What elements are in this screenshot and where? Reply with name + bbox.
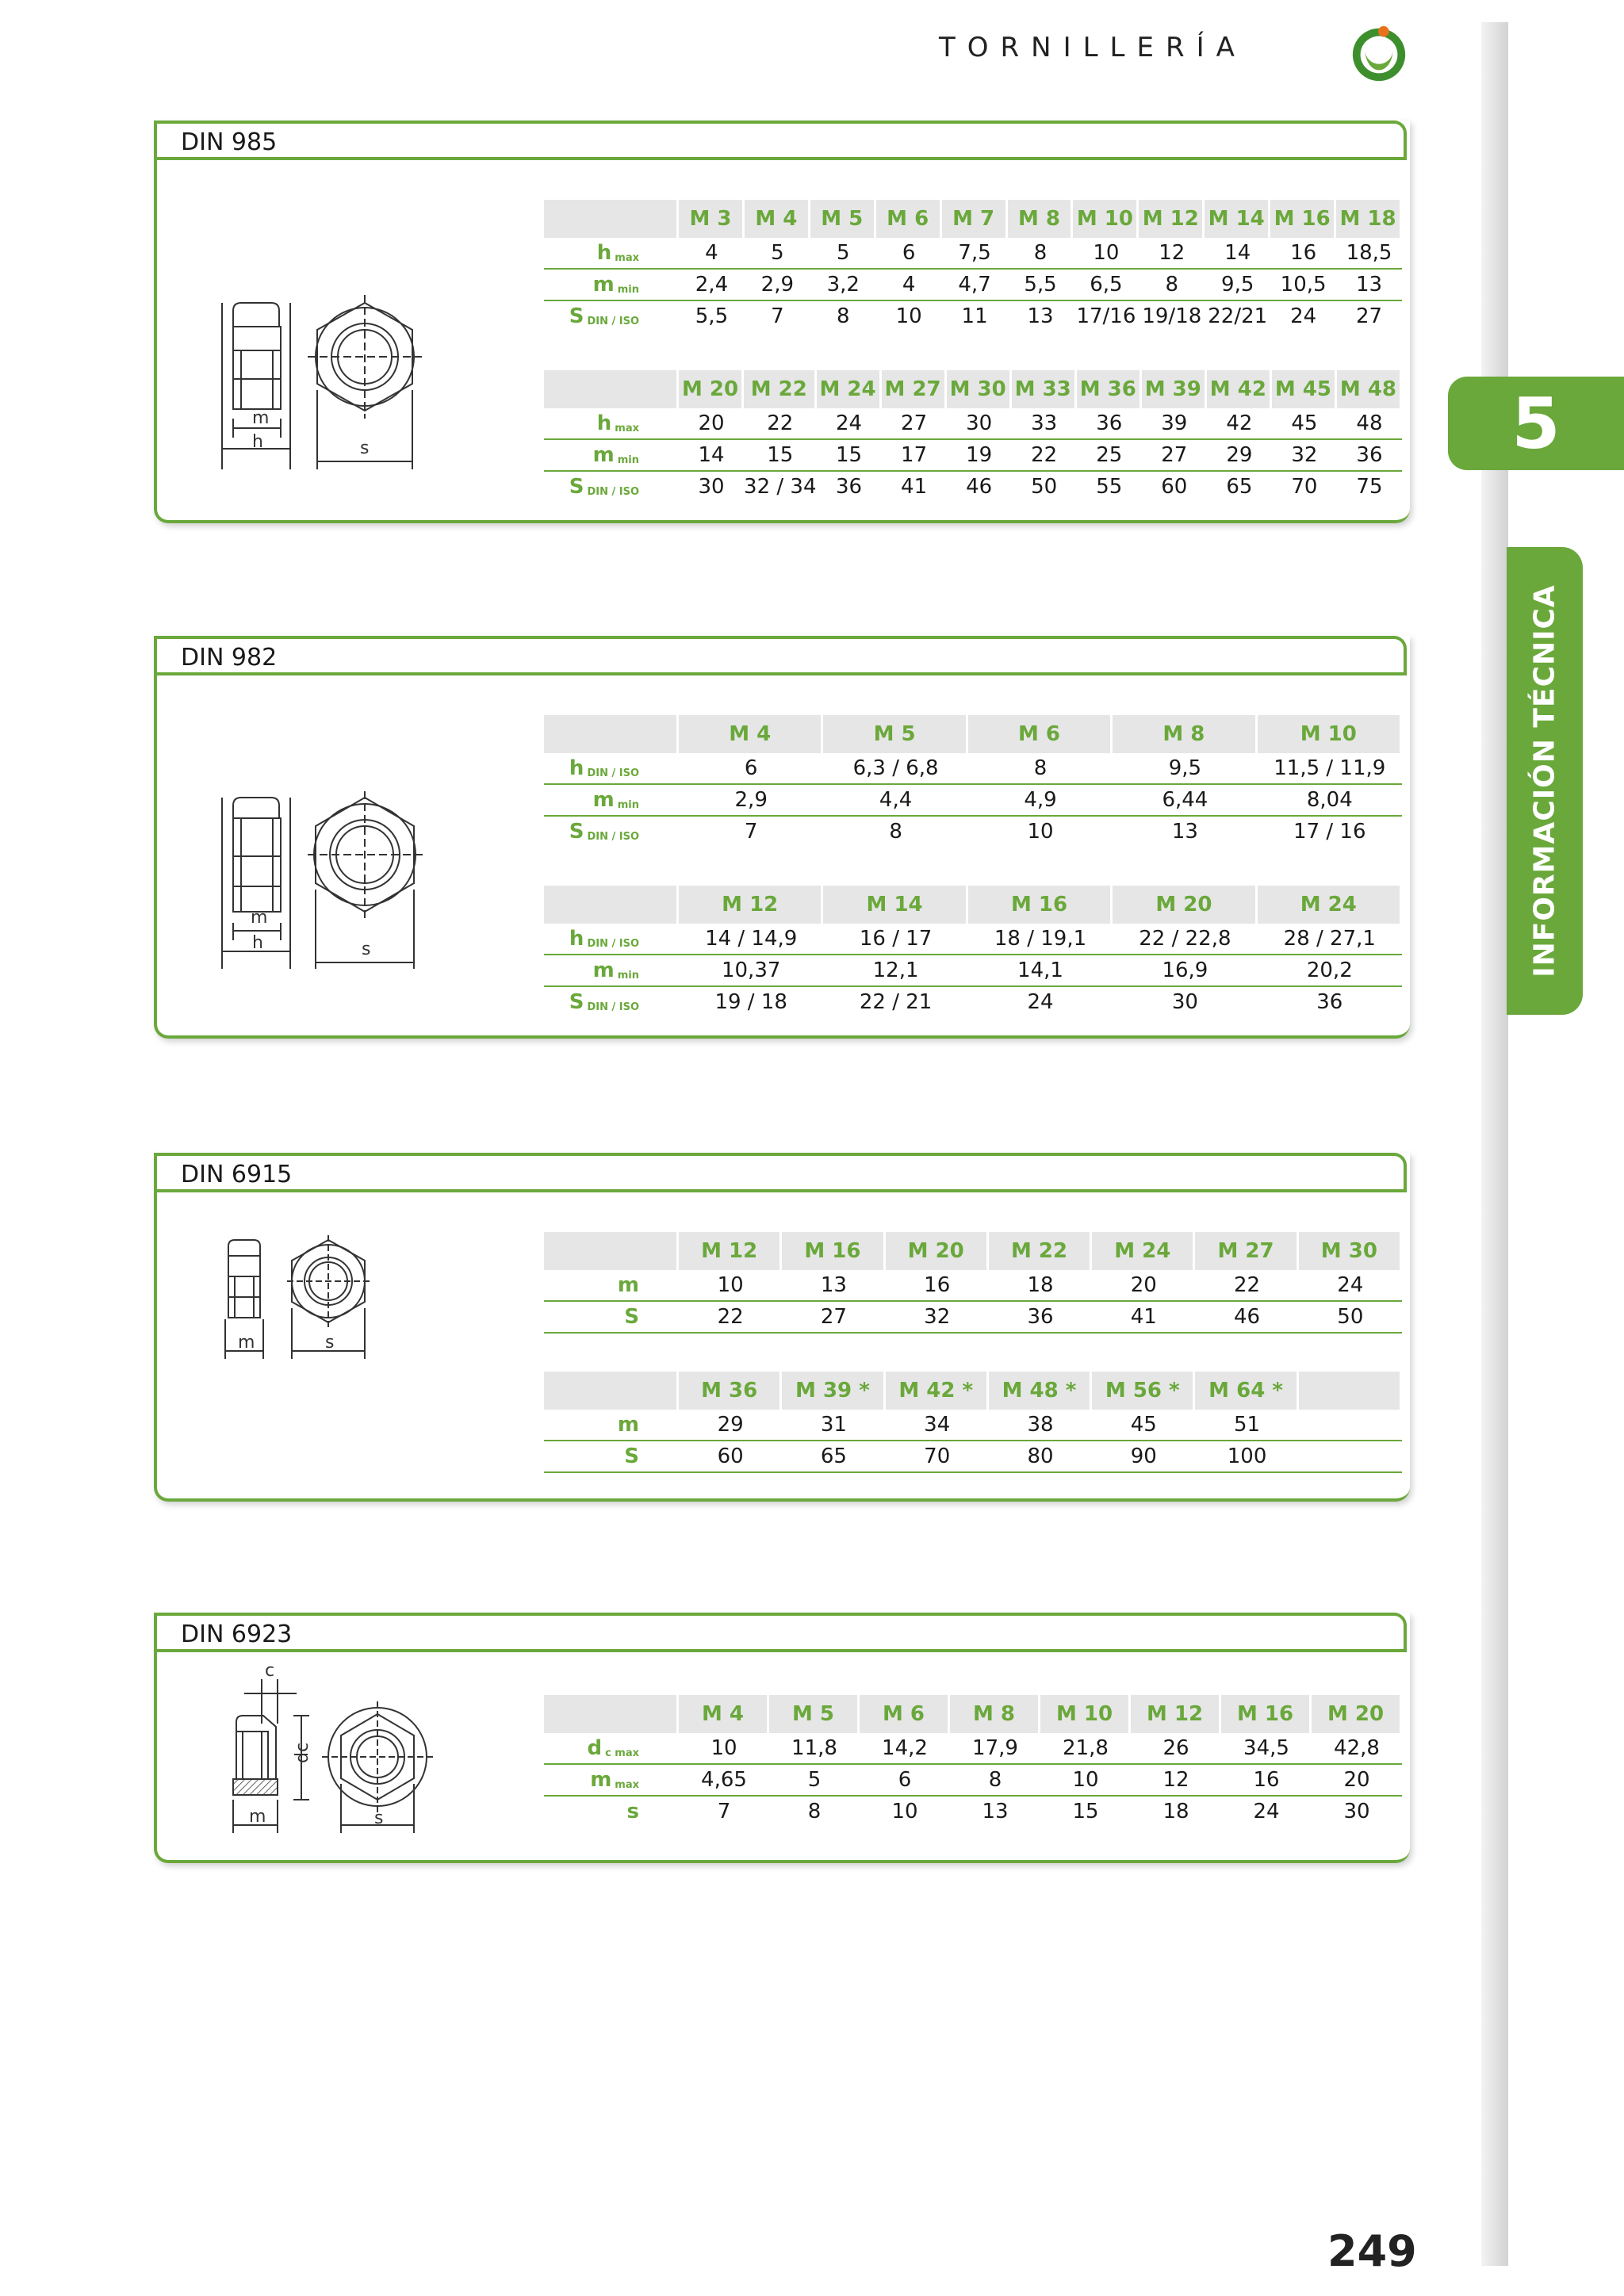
table-cell: 41 [901,475,928,499]
table-cell: 11,8 [769,1733,860,1765]
size-header: M 20 [1312,1695,1402,1733]
table-cell: 5 [810,238,876,270]
table-cell: 38 [989,1410,1092,1441]
table-cell: 46 [1195,1302,1298,1334]
size-header: M 7 [942,200,1008,238]
dimension-label-dc: dc [293,1742,312,1763]
size-header: M 4 [679,715,823,753]
panel-title: DIN 6915 [181,1161,293,1188]
table-cell: 22 / 21 [859,990,933,1014]
size-header: M 64 * [1195,1372,1298,1410]
table-cell: 60 [1161,475,1188,499]
size-header: M 5 [810,200,876,238]
section-tab-label: INFORMACIÓN TÉCNICA [1528,584,1561,978]
table-cell: 30 [1343,1800,1370,1823]
table-cell: 24 [1299,1270,1402,1302]
row-label-s: S $_{DIN / ISO}$ [569,820,639,844]
table-cell: 8 [950,1765,1040,1797]
table-cell: 32 / 34 [744,475,817,499]
table-cell: 5 [745,238,810,270]
table-cell: 5,5 [695,304,729,328]
size-header: M 45 [1272,370,1337,408]
size-header: M 6 [968,715,1113,753]
table-cell: 16,9 [1113,955,1257,987]
table-cell: 4,7 [942,270,1008,301]
table-cell: 27 [1355,304,1383,328]
table-cell: 27 [1142,440,1207,472]
table-cell: 6 [860,1765,950,1797]
table-cell [1299,1441,1402,1473]
table-cell: 36 [989,1302,1092,1334]
size-header: M 10 [1040,1695,1131,1733]
row-label-m: m $_{max}$ [544,1765,679,1797]
table-cell: 28 / 27,1 [1258,924,1402,955]
dimension-label-s: s [325,1333,335,1353]
size-header: M 6 [860,1695,950,1733]
table-cell: 65 [1226,475,1253,499]
din-6915-table-1 [544,1232,1402,1334]
table-cell: 16 [886,1270,989,1302]
size-header: M 22 [989,1232,1092,1270]
table-cell: 36 [835,475,863,499]
table-cell: 32 [886,1302,989,1334]
size-header: M 16 [1270,200,1336,238]
table-cell: 29 [679,1410,782,1441]
table-cell: 6,3 / 6,8 [823,753,967,785]
table-cell: 18 / 19,1 [968,924,1113,955]
row-label-m: m $_{min}$ [544,955,679,987]
table-cell: 19 / 18 [714,990,787,1014]
table-cell: 42 [1207,408,1272,440]
table-cell: 18,5 [1336,238,1402,270]
chapter-number-tab: 5 [1448,377,1624,470]
table-cell: 7,5 [942,238,1008,270]
table-cell: 10,37 [679,955,823,987]
size-header: M 24 [817,370,882,408]
size-header: M 20 [886,1232,989,1270]
table-cell: 30 [1171,990,1198,1014]
table-cell: 8 [889,820,902,844]
table-header-blank [544,200,679,238]
table-cell: 4,65 [679,1765,769,1797]
table-cell: 7 [744,820,758,844]
size-header: M 16 [1221,1695,1312,1733]
table-cell: 20 [1092,1270,1195,1302]
row-label-s: S $_{DIN / ISO}$ [569,304,639,328]
table-cell: 8 [807,1800,822,1823]
table-cell: 8 [836,304,850,328]
table-cell: 22 [679,1302,782,1334]
table-cell: 100 [1195,1441,1298,1473]
table-cell: 22 [1012,440,1077,472]
table-cell: 8,04 [1258,785,1402,817]
table-cell: 10,5 [1270,270,1336,301]
row-label-m: m [544,1410,679,1441]
table-cell: 8 [968,753,1113,785]
table-cell: 24 [817,408,882,440]
table-header-blank [544,1232,679,1270]
dimension-label-h: h [252,432,263,452]
size-header: M 8 [1008,200,1074,238]
row-label-h: h $_{max}$ [544,238,679,270]
table-cell: 12,1 [823,955,967,987]
table-cell: 33 [1012,408,1077,440]
table-cell: 6,5 [1073,270,1139,301]
size-header: M 8 [1113,715,1257,753]
table-cell: 60 [679,1441,782,1473]
table-cell: 16 / 17 [823,924,967,955]
panel-header [157,636,1407,675]
row-label-h: h $_{DIN / ISO}$ [544,753,679,785]
din-985-nut-drawing [189,200,442,517]
din-985-table-1 [544,200,1402,331]
table-cell: 21,8 [1040,1733,1131,1765]
size-header: M 39 * [782,1372,885,1410]
size-header: M 20 [1113,886,1257,924]
table-cell: 27 [782,1302,885,1334]
table-header-blank [544,1695,679,1733]
size-header: M 24 [1092,1232,1195,1270]
din-6923-table [544,1695,1402,1827]
table-cell: 20 [679,408,744,440]
size-header: M 12 [679,886,823,924]
side-rail [1481,22,1508,2266]
table-cell: 14 [1205,238,1270,270]
size-header: M 4 [679,1695,769,1733]
table-cell: 48 [1337,408,1402,440]
table-cell: 15 [744,440,816,472]
table-cell: 7 [717,1800,731,1823]
table-cell: 14 / 14,9 [679,924,823,955]
row-label-s: S $_{DIN / ISO}$ [569,990,639,1014]
table-cell: 10 [679,1733,769,1765]
row-label-h: h $_{DIN / ISO}$ [544,924,679,955]
page-number: 249 [1327,2226,1417,2276]
table-cell: 45 [1092,1410,1195,1441]
size-header: M 12 [679,1232,782,1270]
size-header: M 8 [950,1695,1040,1733]
table-cell: 9,5 [1113,753,1257,785]
dimension-label-c: c [265,1661,275,1681]
size-header: M 27 [1195,1232,1298,1270]
table-cell: 18 [1162,1800,1189,1823]
dimension-label-s: s [374,1808,384,1828]
table-cell: 13 [782,1270,885,1302]
table-cell: 42,8 [1312,1733,1402,1765]
size-header: M 6 [876,200,942,238]
table-cell: 55 [1096,475,1123,499]
dimension-label-s: s [360,438,370,458]
size-header: M 33 [1012,370,1077,408]
table-cell: 16 [1221,1765,1312,1797]
table-cell: 13 [1336,270,1402,301]
table-cell: 50 [1299,1302,1402,1334]
table-cell: 14,1 [968,955,1113,987]
panel-title: DIN 985 [181,128,278,156]
table-cell: 24 [1027,990,1054,1014]
din-982-panel [154,636,1410,1039]
table-cell: 24 [1253,1800,1280,1823]
din-6915-panel [154,1153,1410,1502]
panel-header [157,1613,1407,1652]
row-label-m: m $_{min}$ [544,440,679,472]
page-header-title: TORNILLERÍA [939,32,1247,63]
table-cell: 12 [1131,1765,1221,1797]
table-cell: 22 [1195,1270,1298,1302]
size-header: M 42 [1207,370,1272,408]
row-label-s: S [544,1302,679,1334]
table-cell: 22 [744,408,816,440]
table-cell: 70 [1291,475,1318,499]
dimension-label-m: m [252,408,270,428]
table-cell: 90 [1092,1441,1195,1473]
din-982-table-1 [544,715,1402,847]
table-cell: 14,2 [860,1733,950,1765]
table-cell: 4 [679,238,745,270]
table-cell: 24 [1290,304,1317,328]
dimension-label-h: h [252,933,263,953]
size-header: M 48 * [989,1372,1092,1410]
table-cell: 6 [876,238,942,270]
table-cell: 13 [1027,304,1054,328]
table-cell: 34,5 [1221,1733,1312,1765]
size-header: M 14 [1205,200,1270,238]
table-cell: 36 [1077,408,1142,440]
din-985-panel [154,121,1410,523]
din-982-table-2 [544,886,1402,1017]
table-cell: 18 [989,1270,1092,1302]
size-header: M 30 [947,370,1012,408]
din-6923-panel [154,1613,1410,1863]
table-cell: 36 [1316,990,1343,1014]
table-cell: 30 [947,408,1012,440]
table-cell: 46 [966,475,993,499]
table-cell: 10 [891,1800,918,1823]
table-cell: 2,9 [745,270,810,301]
table-cell: 29 [1207,440,1272,472]
table-cell: 6 [679,753,823,785]
size-header: M 3 [679,200,745,238]
size-header: M 36 [679,1372,782,1410]
panel-title: DIN 6923 [181,1621,293,1648]
table-cell: 25 [1077,440,1142,472]
table-cell: 10 [1073,238,1139,270]
table-cell: 32 [1272,440,1337,472]
table-cell: 20 [1312,1765,1402,1797]
table-cell: 4,4 [823,785,967,817]
table-cell: 16 [1270,238,1336,270]
row-label-s: S [544,1441,679,1473]
table-cell: 10 [1027,820,1054,844]
table-cell: 15 [1072,1800,1099,1823]
size-header: M 5 [823,715,967,753]
panel-header [157,1153,1407,1192]
table-cell: 65 [782,1441,885,1473]
table-cell: 80 [989,1441,1092,1473]
table-cell: 41 [1092,1302,1195,1334]
dimension-label-m: m [251,908,268,928]
dimension-label-s: s [362,939,371,959]
table-cell: 15 [817,440,882,472]
size-header: M 16 [968,886,1113,924]
size-header: M 12 [1139,200,1205,238]
row-label-m: m [544,1270,679,1302]
table-cell [1299,1410,1402,1441]
table-cell: 19 [947,440,1012,472]
din-6923-flange-nut-drawing [189,1660,442,1858]
table-cell: 10 [895,304,922,328]
size-header: M 30 [1299,1232,1402,1270]
table-header-blank [544,886,679,924]
dimension-label-m: m [238,1333,255,1353]
brand-logo-icon [1348,22,1410,84]
din-6915-nut-drawing [189,1232,442,1486]
table-cell: 45 [1272,408,1337,440]
size-header: M 14 [823,886,967,924]
table-cell: 34 [886,1410,989,1441]
din-982-nut-drawing [189,715,442,1032]
table-cell: 11 [961,304,988,328]
size-header: M 42 * [886,1372,989,1410]
table-cell: 75 [1356,475,1383,499]
size-header: M 56 * [1092,1372,1195,1410]
din-6915-table-2 [544,1372,1402,1473]
size-header: M 10 [1258,715,1402,753]
table-cell: 4 [876,270,942,301]
size-header: M 5 [769,1695,860,1733]
row-label-m: m $_{min}$ [544,270,679,301]
table-cell: 17 / 16 [1293,820,1366,844]
table-cell: 10 [1040,1765,1131,1797]
table-cell: 51 [1195,1410,1298,1441]
table-cell: 19/18 [1142,304,1202,328]
size-header: M 48 [1337,370,1402,408]
table-cell: 31 [782,1410,885,1441]
size-header: M 22 [744,370,816,408]
table-cell: 22/21 [1208,304,1268,328]
size-header: M 24 [1258,886,1402,924]
table-cell: 13 [1171,820,1198,844]
table-header-blank [544,1372,679,1410]
table-cell: 13 [982,1800,1009,1823]
table-cell: 20,2 [1258,955,1402,987]
table-header-blank [544,370,679,408]
table-cell: 4,9 [968,785,1113,817]
table-cell: 7 [771,304,784,328]
table-cell: 10 [679,1270,782,1302]
table-cell: 5,5 [1008,270,1074,301]
size-header: M 10 [1073,200,1139,238]
size-header [1299,1372,1402,1410]
table-cell: 9,5 [1205,270,1270,301]
table-cell: 8 [1008,238,1074,270]
size-header: M 36 [1077,370,1142,408]
table-cell: 12 [1139,238,1205,270]
table-cell: 17/16 [1076,304,1136,328]
row-label-s: S $_{DIN / ISO}$ [569,475,639,499]
table-cell: 22 / 22,8 [1113,924,1257,955]
table-cell: 11,5 / 11,9 [1258,753,1402,785]
row-label-dc: d $_{c max}$ [544,1733,679,1765]
table-cell: 17,9 [950,1733,1040,1765]
table-cell: 70 [886,1441,989,1473]
size-header: M 20 [679,370,744,408]
table-cell: 27 [882,408,947,440]
table-cell: 30 [698,475,725,499]
size-header: M 39 [1142,370,1207,408]
dimension-label-m: m [249,1807,266,1827]
table-cell: 50 [1031,475,1058,499]
table-cell: 2,4 [679,270,745,301]
size-header: M 18 [1336,200,1402,238]
panel-title: DIN 982 [181,644,278,672]
size-header: M 12 [1131,1695,1221,1733]
size-header: M 4 [745,200,810,238]
panel-header [157,121,1407,160]
size-header: M 27 [882,370,947,408]
table-cell: 2,9 [679,785,823,817]
table-header-blank [544,715,679,753]
size-header: M 16 [782,1232,885,1270]
row-label-s: s [626,1800,639,1823]
table-cell: 17 [882,440,947,472]
table-cell: 39 [1142,408,1207,440]
table-cell: 8 [1139,270,1205,301]
row-label-h: h $_{max}$ [544,408,679,440]
table-cell: 36 [1337,440,1402,472]
din-985-table-2 [544,370,1402,502]
table-cell: 3,2 [810,270,876,301]
table-cell: 5 [769,1765,860,1797]
table-cell: 26 [1131,1733,1221,1765]
table-cell: 14 [679,440,744,472]
table-cell: 6,44 [1113,785,1257,817]
row-label-m: m $_{min}$ [544,785,679,817]
